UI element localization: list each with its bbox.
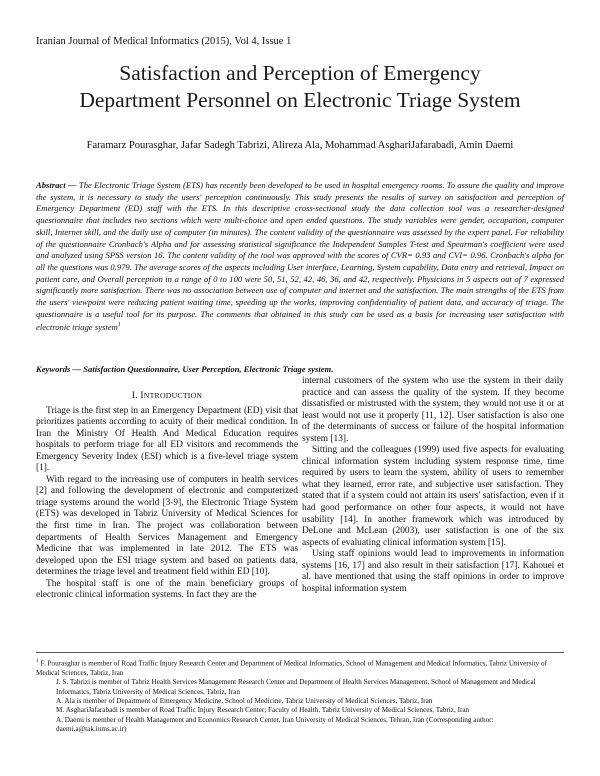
paragraph: Using staff opinions would lead to improvements in information systems [16, 17] and also result in their satisfaction [17]. Kahouei et al. have mentioned that using the staff opinions in order to improve hospital information system: [302, 549, 564, 594]
footnote-marker: 1: [36, 658, 39, 664]
keywords: Keywords — Satisfaction Questionnaire, User Perception, Electronic Triage system.: [36, 364, 334, 374]
abstract-label: Abstract —: [36, 180, 77, 190]
paragraph: The hospital staff is one of the main beneficiary groups of electronic clinical information systems. In fact they are the: [36, 578, 298, 601]
footnotes: [36, 652, 564, 735]
section-heading-introduction: [36, 390, 298, 402]
abstract: [36, 180, 564, 334]
footnote: J. S. Tabrizi is member of Tabriz Health Services Management Research Center and Department of Health Services Management, School of Management and Medical Informatics, Tabriz University of Medical Sciences, Tabriz, Iran: [56, 678, 536, 696]
title-line-2: Department Personnel on Electronic Triage System: [79, 88, 521, 112]
paragraph: Triage is the first step in an Emergency Department (ED) visit that prioritizes patients according to acuity of their medical condition. In Iran the Ministry Of Health And Medical Education requires hospitals to perform triage for all ED visitors and recommends the Emergency Severity Index (ESI) which is a five-level triage system [1].: [36, 405, 298, 474]
journal-header: Iranian Journal of Medical Informatics (2015), Vol 4, Issue 1: [36, 36, 292, 47]
section-number: I.: [131, 390, 138, 401]
paper-title: [40, 60, 560, 114]
footnote: A. Daemi is member of Health Management and Economics Research Center, Iran University of Medical Sciences, Tehran, Iran (Corresponding author: daemi.a@tak.iums.ac.ir): [56, 715, 494, 734]
footnote: A. Ala is member of Department of Emergency Medicine, School of Medicine, Tabriz University of Medical Sciences, Tabriz, Iran: [56, 697, 433, 706]
paragraph: Sitting and the colleagues (1999) used five aspects for evaluating clinical information system including system response time, time required by users to learn the system, ability of users to remember what they learned, error rate, and subjective user satisfaction. They stated that if a system could not attain its users' satisfaction, even if it had good performance on other four aspects, it would not have usability [14]. In another framework which was introduced by DeLone and McLean (2003), user satisfaction is one of the six aspects of evaluating clinical information system [15].: [302, 445, 564, 548]
abstract-footnote-marker: 1: [117, 322, 121, 329]
paragraph: internal customers of the system who use the system in their daily practice and can assess the quality of the system. If they become dissatisfied or mistrusted with the system, they would not use it or at least would not use it properly [11, 12]. User satisfaction is also one of the determinants of success or failure of the hospital information system [13].: [302, 376, 564, 444]
right-column: [302, 376, 564, 595]
left-column: [36, 390, 298, 602]
author-list: Faramarz Pourasghar, Jafar Sadegh Tabrizi, Alireza Ala, Mohammad AsghariJafarabadi, Amin Daemi: [86, 140, 514, 151]
footnote: [36, 657, 564, 678]
abstract-text: The Electronic Triage System (ETS) has recently been developed to be used in hospital emergency rooms. To assure the quality and improve the system, it is necessary to study the users' perception continuously. This study presents the results of survey on satisfaction and perception of Emergency Department (ED) staff with the ETS. In this descriptive cross-sectional study the data collection tool was a researcher-designed questionnaire that includes two sections which were multi-choice and open ended questions. The study variables were gender, occupation, computer skill, Internet skill, and the daily use of computer (in minutes). The content validity of the questionnaire was assessed by the expert panel. For reliability of the questionnaire Cronbach's Alpha and for assessing statistical significance the Independent Samples T-test and Spearman's coefficient were used and analyzed using SPSS version 16. The content validity of the tool was approved with the scores of CVR= 0.93 and CVI= 0.96. Cronbach's alpha for all the questions was 0.979. The average scores of the aspects including User interface, Learning, System capability, Data entry and retrieval, Impact on patient care, and Overall perception in a range of 0 to 100 were 50, 51, 52, 42, 46, 36, and 42, respectively. Physicians in 5 aspects out of 7 expressed significantly more satisfaction. There was no association between use of computer and internet and the satisfaction. The main strengths of the ETS from the users' viewpoint were reducing patient waiting time, speeding up the works, improving confidentiality of patient data, and accuracy of triage. The questionnaire is a useful tool for its purpose. The comments that obtained in this study can be used as a basis for increasing user satisfaction with electronic triage system: [36, 180, 564, 333]
footnote: M. AsghariJafarabadi is member of Road Traffic Injury Research Center; Faculty of Health, Tabriz University of Medical Sciences, Tabriz, Iran: [56, 706, 470, 715]
paragraph: With regard to the increasing use of computers in health services [2] and following the development of electronic and computerized triage systems around the world [3-9], the Electronic Triage System (ETS) was developed in Tabriz University of Medical Sciences for the first time in Iran. The project was collaboration between departments of Health Services Management and Emergency Medicine that was implemented in late 2012. The ETS was developed upon the ESI triage system and based on patients data, determines the triage level and treatment field within ED [10].: [36, 474, 298, 578]
footnote-text: F. Pourasghar is member of Road Traffic Injury Research Center and Department of Medical Informatics, School of Management and Medical Informatics, Tabriz University of Medical Sciences, Tabriz, Iran: [36, 659, 547, 677]
title-line-1: Satisfaction and Perception of Emergency: [119, 61, 481, 85]
section-title-initial: I: [140, 390, 144, 401]
section-title-rest: NTRODUCTION: [143, 391, 203, 400]
